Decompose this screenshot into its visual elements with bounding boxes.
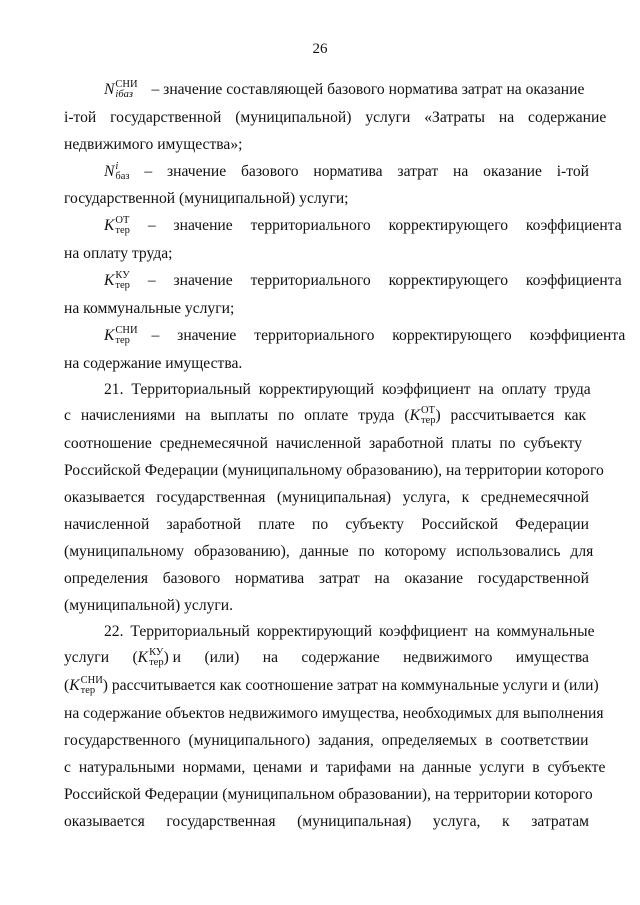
def-n-sni-line: [64, 80, 589, 100]
p21-line: (муниципальному образованию), данные по которому использовались для: [64, 543, 594, 560]
def-text: недвижимого имущества»;: [64, 136, 243, 153]
def-text: на коммунальные услуги;: [64, 300, 235, 317]
p22-line: ( K СНИ тер ) рассчитывается как соотношение затрат на коммунальные услуги и (или): [64, 675, 599, 696]
symbol-k-ku: K КУ тер: [104, 270, 130, 291]
word: базового: [240, 163, 299, 180]
symbol-k-sni: K СНИ тер: [104, 325, 138, 346]
symbol-n-sni: N СНИ iбаз: [104, 79, 138, 100]
def-text: на содержание имущества.: [64, 355, 243, 372]
def-k-ot-line: [64, 215, 622, 236]
p21-line: Российской Федерации (муниципальному образованию), на территории которого: [64, 462, 604, 479]
p22-line: услуги ( K КУ тер ) и (или) на содержание недвижимого имущества: [64, 647, 589, 668]
dash: –: [144, 163, 153, 180]
p22-line: 22. Территориальный корректирующий коэффициент на коммунальные: [104, 623, 595, 640]
word: затрат: [397, 163, 439, 180]
p22-line: оказывается государственная (муниципальная) услуга, к затратам: [64, 813, 589, 830]
p21-line: оказывается государственная (муниципальная) услуга, к среднемесячной: [64, 489, 589, 506]
word: оказание: [483, 163, 542, 180]
word: i-той: [556, 163, 589, 180]
def-n-baz-line: [104, 162, 589, 182]
def-text: – значение территориального корректирующего коэффициента: [147, 217, 622, 234]
page-number: 26: [312, 41, 328, 57]
symbol-k-ku-inline: K КУ тер: [137, 647, 164, 668]
p21-line: (муниципальной) услуги.: [64, 597, 234, 614]
p21-line: соотношение среднемесячной начисленной заработной платы по субъекту: [64, 435, 583, 452]
def-text: – значение составляющей базового норматива затрат на оказание: [151, 81, 585, 98]
symbol-n-baz: N i баз: [104, 161, 130, 182]
p21-line: определения базового норматива затрат на оказание государственной: [64, 570, 589, 587]
p21-line: 21. Территориальный корректирующий коэффициент на оплату труда: [104, 381, 591, 398]
def-k-sni-line: [64, 325, 626, 346]
symbol-k-ot: K ОТ тер: [104, 215, 130, 236]
p22-line: на содержание объектов недвижимого имущества, необходимых для выполнения: [64, 705, 604, 722]
def-text: – значение территориального корректирующего коэффициента: [147, 272, 622, 289]
def-text: государственной (муниципальной) услуги;: [64, 190, 349, 207]
p21-line: начисленной заработной плате по субъекту Российской Федерации: [64, 516, 589, 533]
def-text: на оплату труда;: [64, 245, 173, 262]
def-k-ku-line: [64, 270, 622, 291]
p22-line: с натуральными нормами, ценами и тарифами на данные услуги в субъекте: [64, 759, 606, 776]
def-text: i-той государственной (муниципальной) услуги «Затраты на содержание: [64, 109, 607, 126]
word: норматива: [313, 163, 383, 180]
p21-line: с начислениями на выплаты по оплате труда ( K ОТ тер ) рассчитывается как: [64, 405, 587, 426]
def-text: – значение территориального корректирующего коэффициента: [151, 327, 626, 344]
p22-line: Российской Федерации (муниципальном образовании), на территории которого: [64, 786, 593, 803]
symbol-k-sni-inline: K СНИ тер: [69, 675, 103, 696]
word: значение: [166, 163, 227, 180]
symbol-k-ot-inline: K ОТ тер: [409, 405, 436, 426]
word: на: [453, 163, 469, 180]
p22-line: государственного (муниципального) задания, определяемых в соответствии: [64, 732, 589, 749]
